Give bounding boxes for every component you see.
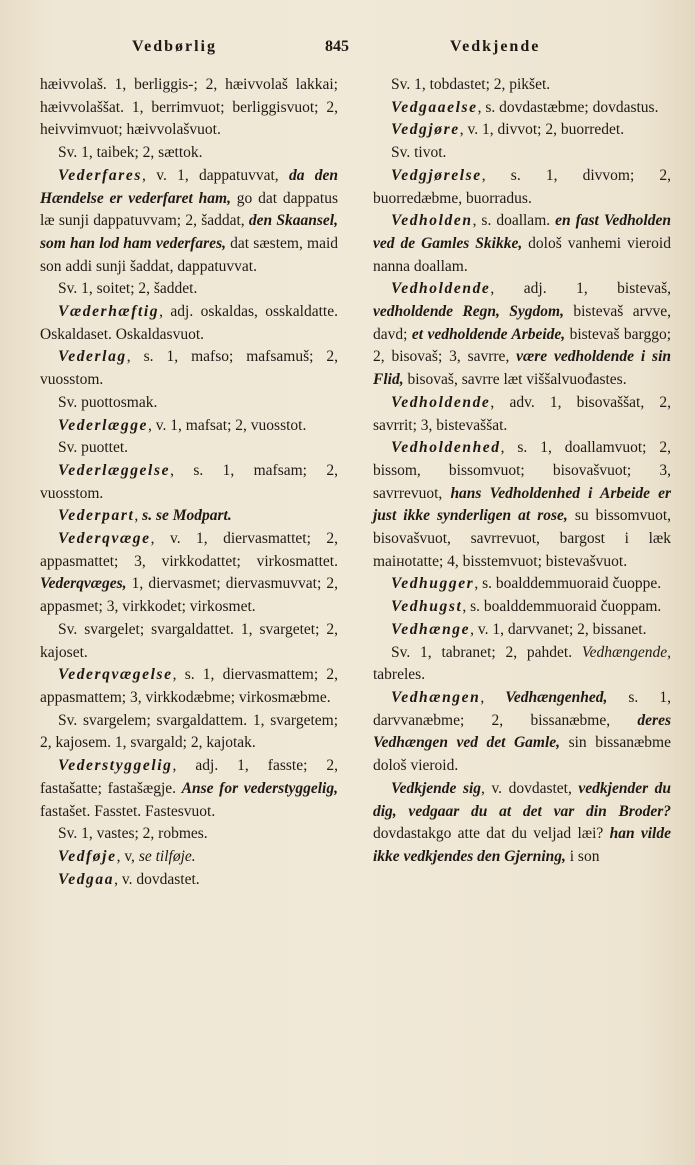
dictionary-entry xyxy=(40,846,338,869)
italic-phrase: den Skaansel, som han lod ham vederfares, xyxy=(40,212,338,252)
dictionary-entry xyxy=(40,415,338,438)
entry-text: Sv. 1, vastes; 2, robmes. xyxy=(58,825,208,843)
headword: Vedhængen xyxy=(391,688,481,706)
entry-text: Sv. 1, soitet; 2, šaddet. xyxy=(58,280,198,298)
italic-phrase: se tilføje. xyxy=(138,847,196,865)
header-right-word: Vedkjende xyxy=(450,38,541,55)
entry-text: dovdastakgo atte dat du veljad læi? xyxy=(373,825,610,843)
headword: Vedgjøre xyxy=(391,121,460,139)
entry-text: bistevaš barggo; 2, bisovaš; 3, savrre, xyxy=(373,325,671,366)
headword: Vedhænge xyxy=(391,620,471,638)
italic-phrase: han vilde ikke vedkjendes den Gjerning, xyxy=(373,825,671,865)
header-left-word: Vedbørlig xyxy=(132,38,217,55)
dictionary-entry xyxy=(40,823,338,846)
entry-text: , adj. 1, fasste; 2, fastašatte; fastašægje. xyxy=(40,757,338,797)
entry-text: , xyxy=(480,688,506,706)
entry-text: s. 1, darvvanæbme; 2, bissanæbme, xyxy=(373,688,671,729)
italic-phrase: Vedkjende sig xyxy=(391,779,482,797)
dictionary-entry xyxy=(373,596,671,619)
dictionary-entry xyxy=(373,278,671,392)
left-column xyxy=(40,74,338,891)
dictionary-entry xyxy=(40,664,338,709)
headword: Vedholden xyxy=(391,212,473,230)
entry-text: Sv. puottosmak. xyxy=(58,393,158,411)
entry-text: , v. dovdastet, xyxy=(481,779,579,797)
entry-text: Sv. svargelet; svargaldattet. 1, svargetet; 2, kajoset. xyxy=(40,620,338,661)
entry-text: bisovaš, savrre læt viššalvuođastes. xyxy=(403,371,627,389)
dictionary-entry xyxy=(40,437,338,460)
italic-phrase: vedholdende Regn, Sygdom, xyxy=(373,303,564,321)
italic-phrase: være vedholdende i sin Flid, xyxy=(373,348,671,389)
entry-text: , adv. 1, bisovaššat, 2, savrrit; 3, bistevaššat. xyxy=(373,393,671,434)
dictionary-entry xyxy=(40,392,338,415)
headword: Vedholdenhed xyxy=(391,439,501,457)
entry-text: , v. 1, diervasmattet; 2, appasmattet; 3, virkkodattet; virkosmattet. xyxy=(40,530,338,570)
dictionary-entry xyxy=(40,301,338,346)
headword: Væderhæftig xyxy=(58,303,160,321)
italic-phrase: s. se Modpart. xyxy=(142,507,232,525)
entry-text: Sv. puottet. xyxy=(58,439,129,457)
entry-text: , s. 1, diervasmattem; 2, appasmattem; 3, virkkodæbme; virkosmæbme. xyxy=(40,666,338,706)
dictionary-entry xyxy=(40,710,338,755)
entry-text: , s. 1, divvom; 2, buorredæbme, buorradus. xyxy=(373,166,671,207)
italic-phrase: deres Vedhængen ved det Gamle, xyxy=(373,711,671,752)
dictionary-entry xyxy=(373,210,671,278)
dictionary-entry xyxy=(40,619,338,664)
dictionary-entry xyxy=(373,392,671,437)
italic-phrase: Anse for vederstyggelig, xyxy=(181,779,338,797)
entry-text: , adj. oskaldas, osskaldatte. Oskaldaset. Oskaldasvuot. xyxy=(40,303,338,343)
entry-text: dat sæstem, maid son addi sunji šaddat, dappatuvvat. xyxy=(40,234,339,275)
dictionary-entry xyxy=(40,346,338,391)
dictionary-entry xyxy=(373,778,671,869)
entry-text: , s. doallam. xyxy=(472,212,556,230)
headword: Vedgaaelse xyxy=(391,98,478,116)
dictionary-entry xyxy=(373,74,671,97)
entry-text: , s. dovdastæbme; dovdastus. xyxy=(477,98,659,116)
italic-phrase: Vederqvæges, xyxy=(40,575,127,593)
entry-text: Sv. 1, tabranet; 2, pahdet. xyxy=(391,643,582,661)
headword: Vedgaa xyxy=(58,870,115,888)
entry-text: Sv. 1, tobdastet; 2, pikšet. xyxy=(391,76,551,93)
dictionary-entry xyxy=(40,869,338,892)
entry-text: , adj. 1, bistevaš, xyxy=(490,280,671,298)
dictionary-entry xyxy=(373,119,671,142)
entry-text: su bissomvuot, bisovašvuot, savrrevuot, bargost i læk maінotatte; 4, bisstemvuot; bistevašvuot. xyxy=(373,507,671,570)
headword: Vedføje xyxy=(58,847,117,865)
entry-text: hæivvolaš. 1, berliggis-; 2, hæivvolaš lakkai; hæivvolaššat. 1, berrimvuot; berliggisvuot; 2, heivvimvuot; hæivvolašvuot. xyxy=(40,76,338,139)
entry-text: Sv. 1, taibek; 2, sættok. xyxy=(58,144,203,162)
headword: Vederlag xyxy=(58,348,127,366)
dictionary-entry xyxy=(40,74,338,142)
dictionary-entry xyxy=(40,755,338,823)
headword: Vederpart xyxy=(58,507,135,525)
entry-text: , v. 1, darvvanet; 2, bissanet. xyxy=(470,620,647,638)
entry-text: tabreles. xyxy=(373,666,426,684)
entry-text: , s. 1, doallamvuot; 2, bissom, bissomvuot; bisovašvuot; 3, savrrevuot, xyxy=(373,439,671,502)
italic-phrase: Vedhængenhed, xyxy=(505,688,608,706)
headword: Vederstyggelig xyxy=(58,757,173,775)
entry-text: 1, diervasmet; diervasmuvvat; 2, appasmet; 3, virkkodet; virkosmet. xyxy=(40,575,338,616)
entry-text: , v. dovdastet. xyxy=(114,870,200,888)
italic-phrase: Vedhængende, xyxy=(581,643,671,661)
entry-text: bistevaš arvve, davd; xyxy=(373,303,671,343)
dictionary-entry xyxy=(40,165,338,279)
entry-text: , v. 1, mafsat; 2, vuosstot. xyxy=(148,416,307,434)
headword: Vedgjørelse xyxy=(391,166,482,184)
entry-text: , s. 1, mafso; mafsamuš; 2, vuosstom. xyxy=(40,348,338,389)
page-number: 845 xyxy=(325,38,349,55)
headword: Vedhugger xyxy=(391,575,475,593)
italic-phrase: et vedholdende Arbeide, xyxy=(411,325,566,343)
dictionary-entry xyxy=(373,97,671,120)
running-header xyxy=(40,38,655,62)
entry-text: , v. 1, dappatuvvat, xyxy=(142,166,289,184)
dictionary-entry xyxy=(40,142,338,165)
entry-text: , s. 1, mafsam; 2, vuosstom. xyxy=(40,461,338,502)
dictionary-entry xyxy=(373,573,671,596)
entry-text: i son xyxy=(565,847,600,865)
headword: Vedholdende xyxy=(391,393,491,411)
dictionary-entry xyxy=(373,165,671,210)
entry-text: sin bissanæbme dološ vieroid. xyxy=(373,734,671,775)
dictionary-entry xyxy=(40,278,338,301)
italic-phrase: en fast Vedholden ved de Gamles Skikke, xyxy=(373,212,671,252)
headword: Vederlæggelse xyxy=(58,461,171,479)
dictionary-entry xyxy=(373,687,671,778)
right-column xyxy=(373,74,671,869)
italic-phrase: vedkjender du dig, vedgaar du at det var din Broder? xyxy=(373,779,671,820)
headword: Vedholdende xyxy=(391,280,491,298)
headword: Vederlægge xyxy=(58,416,149,434)
italic-phrase: da den Hændelse er vederfaret ham, xyxy=(40,166,338,207)
entry-text: , s. boalddemmuoraid čuoppe. xyxy=(474,575,662,593)
entry-text: Sv. svargelem; svargaldattem. 1, svargetem; 2, kajosem. 1, svargald; 2, kajotak. xyxy=(40,711,338,752)
entry-text: , xyxy=(134,507,143,525)
italic-phrase: hans Vedholdenhed i Arbeide er just ikke synderligen at rose, xyxy=(373,484,672,525)
headword: Vederfares xyxy=(58,166,143,184)
dictionary-entry xyxy=(373,642,671,687)
entry-text: , v, xyxy=(116,847,139,865)
dictionary-entry xyxy=(40,528,338,619)
entry-text: Sv. tivot. xyxy=(391,144,447,162)
entry-text: go dat dappatus læ sunji dappatuvvam; 2, šaddat, xyxy=(40,189,338,230)
entry-text: , v. 1, divvot; 2, buorredet. xyxy=(459,121,625,139)
headword: Vederqvægelse xyxy=(58,666,173,684)
dictionary-entry xyxy=(373,619,671,642)
entry-text: dološ vanhemi vieroid nanna doallam. xyxy=(373,234,671,275)
entry-text: , s. boalddemmuoraid čuoppam. xyxy=(462,598,662,616)
headword: Vedhugst xyxy=(391,598,463,616)
headword: Vederqvæge xyxy=(58,530,151,548)
dictionary-entry xyxy=(40,460,338,505)
dictionary-entry xyxy=(40,505,338,528)
dictionary-entry xyxy=(373,142,671,165)
entry-text: fastašet. Fasstet. Fastesvuot. xyxy=(40,802,216,820)
dictionary-entry xyxy=(373,437,671,573)
